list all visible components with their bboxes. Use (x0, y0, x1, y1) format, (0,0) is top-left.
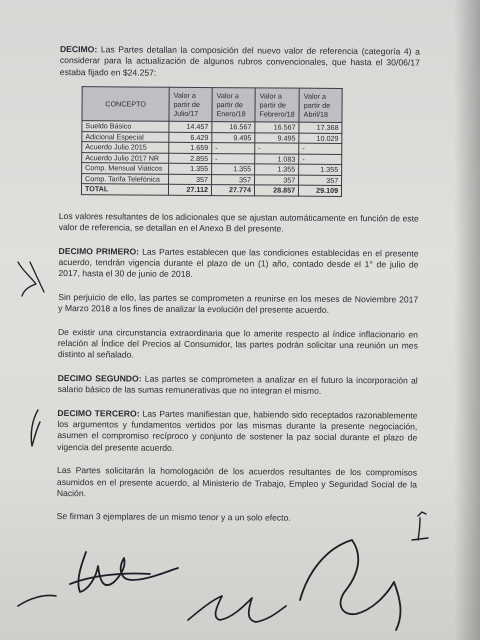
cell-value: 10.029 (299, 133, 342, 144)
margin-initial-top (18, 262, 44, 296)
cell-value: 2.855 (169, 153, 212, 164)
cell-concept: Comp. Mensual Viáticos (82, 163, 169, 174)
header-abril-18: Valor a partir de Abril/18 (299, 88, 342, 122)
cell-value: 17.368 (299, 122, 342, 133)
clause-text: Las partes se comprometen a analizar en el futuro la incorporación al salario básico de las sumas remunerativas que no integran el mismo. (57, 373, 418, 397)
cell-value: 1.083 (255, 154, 299, 165)
cell-total: 28.857 (254, 185, 298, 196)
clause-heading: DECIMO TERCERO: (57, 407, 140, 419)
cell-value: 16.567 (255, 122, 299, 133)
cell-total: 29.109 (299, 185, 342, 196)
cell-concept: Acuerdo Julio 2017 NR (82, 152, 169, 163)
clause-text: Las Partes establecen que las condiciones establecidas en el presente acuerdo, tendrán vigencia durante el plazo de un (1) año, contado desde el 1° de julio de 2017, hasta el 30 de junio de 2018. (58, 246, 419, 280)
cell-value: 1.355 (212, 164, 255, 175)
clause-text: Las Partes manifiestan que, habiendo sido receptados razonablemente los argumentos y fundamentos vertidos por las mismas durante la presente negociación, asumen el compromiso recíproco y conjunto de sostener la paz social durante el plazo de vigencia del presente acuerdo. (57, 408, 418, 453)
signature-lower-left (18, 595, 56, 606)
paragraph-ejemplares: Se firman 3 ejemplares de un mismo tenor y a un solo efecto. (56, 511, 291, 524)
paragraph-anexo: Los valores resultantes de los adicionales que se ajustan automáticamente en función de este valor de referencia, se detallan en el Anexo B del presente. (58, 210, 419, 234)
cell-value: - (255, 143, 299, 154)
cell-value: 9.495 (212, 132, 255, 143)
paragraph-reunirse: Sin perjuicio de ello, las partes se comprometen a reunirse en los meses de Noviembre 2017 y Marzo 2018 a los fines de analizar la evolución del presente acuerdo. (58, 291, 419, 316)
cell-value: 16.567 (212, 122, 255, 133)
cell-value: 357 (212, 174, 255, 185)
header-julio-17: Valor a partir de Julio/17 (169, 87, 212, 121)
clause-heading: DECIMO: (59, 44, 98, 55)
signature-middle (188, 596, 286, 622)
header-enero-18: Valor a partir de Enero/18 (212, 88, 255, 122)
paragraph-homologacion: Las Partes solicitarán la homologación de los acuerdos resultantes de los compromisos asumidos en el presente acuerdo, al Ministerio de Trabajo, Empleo y Seguridad Social de la Nación. (56, 465, 418, 499)
cell-value: 357 (299, 175, 342, 186)
header-concepto: CONCEPTO (82, 87, 169, 122)
cell-value: - (212, 153, 255, 164)
cell-total: 27.774 (211, 185, 254, 196)
cell-concept: Adicional Especial (82, 131, 169, 142)
cell-value: 1.355 (255, 164, 299, 175)
signature-left (70, 552, 178, 592)
cell-value: - (212, 143, 255, 154)
cell-value: 357 (169, 174, 212, 185)
cell-total-label: TOTAL (81, 184, 168, 195)
cell-total: 27.112 (168, 184, 211, 195)
clause-text: Las Partes detallan la composición del nuevo valor de referencia (categoría 4) a considerar para la actualización de algunos rubros convencionales, que hasta el 30/06/17 estaba fijado en $24.257: (59, 44, 420, 78)
cell-value: - (299, 143, 342, 154)
cell-value: 1.355 (299, 164, 342, 175)
cell-value: 9.495 (255, 133, 299, 144)
cell-value: 357 (255, 175, 299, 186)
margin-initial-right (412, 512, 428, 540)
margin-initial-middle (31, 410, 40, 446)
paragraph-circunstancia: De existir una circunstancia extraordinaria que lo amerite respecto al índice inflacionario en relación al Índice del Precios al Consumidor, las partes podrán solicitar una reunión un mes distinto al señalado. (57, 326, 419, 360)
clause-heading: DECIMO SEGUNDO: (57, 372, 142, 384)
cell-value: 1.659 (169, 142, 212, 153)
header-febrero-18: Valor a partir de Febrero/18 (255, 88, 299, 122)
cell-concept: Comp. Tarifa Telefónica (82, 173, 169, 184)
cell-value: - (299, 154, 342, 165)
cell-concept: Sueldo Básico (82, 121, 169, 132)
clause-heading: DECIMO PRIMERO: (58, 245, 140, 257)
cell-concept: Acuerdo Julio 2015 (82, 142, 169, 153)
signature-right (300, 540, 400, 630)
cell-value: 1.355 (169, 163, 212, 174)
cell-value: 6.429 (169, 132, 212, 143)
cell-value: 14.457 (169, 121, 212, 132)
